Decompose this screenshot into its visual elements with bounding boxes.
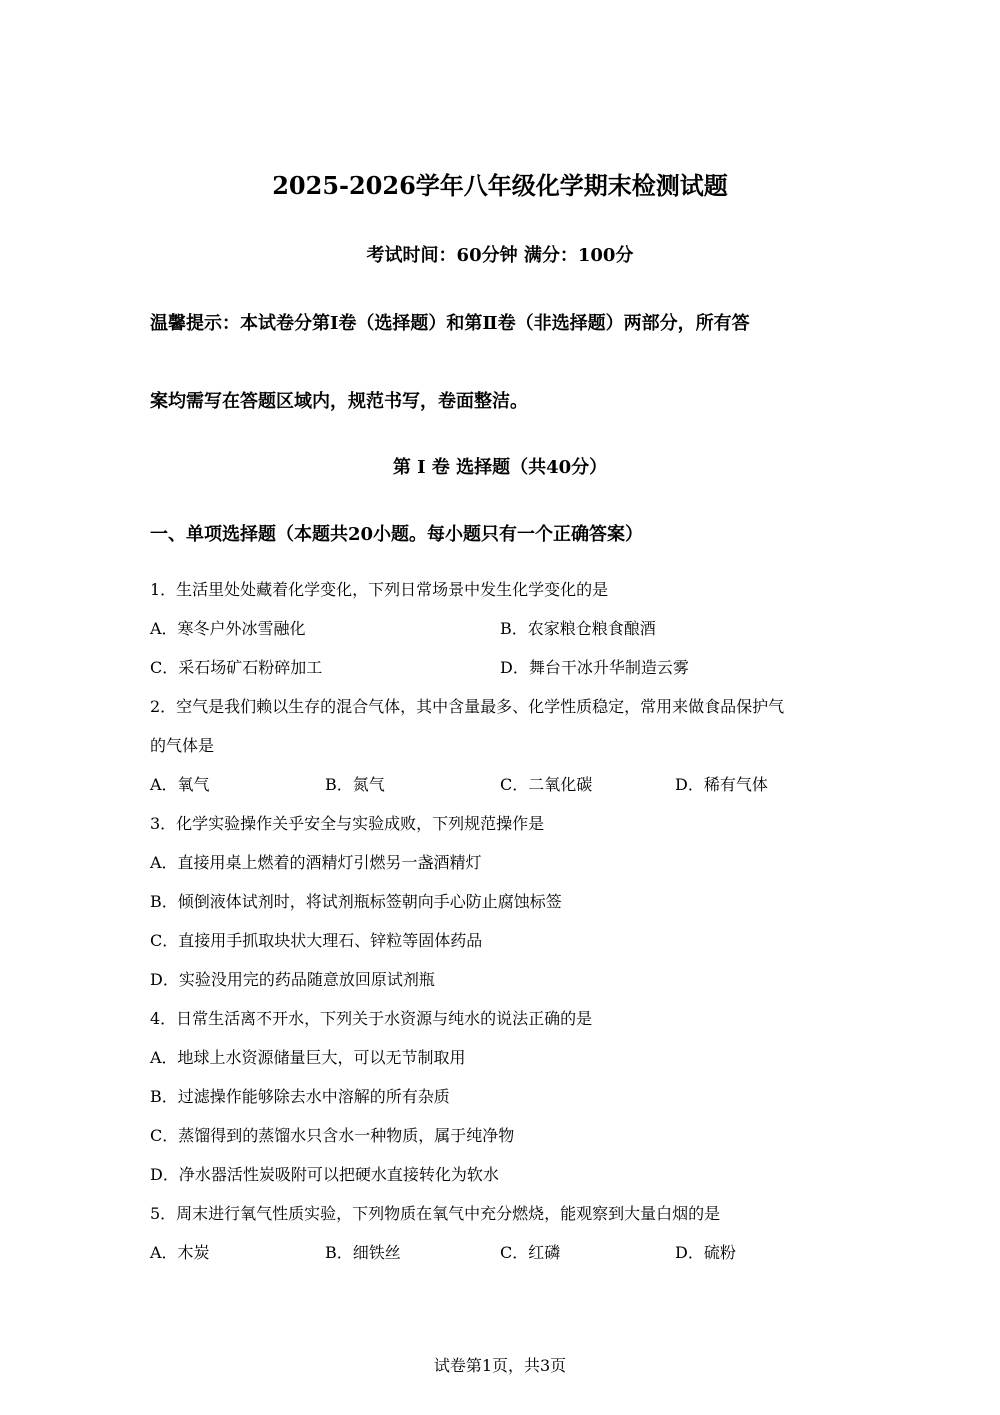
question-5-stem: 5．周末进行氧气性质实验，下列物质在氧气中充分燃烧，能观察到大量白烟的是 bbox=[150, 1204, 721, 1223]
question-1-option-b: B．农家粮仓粮食酿酒 bbox=[500, 619, 656, 638]
question-1-option-d: D．舞台干冰升华制造云雾 bbox=[500, 658, 689, 677]
question-5-option-a: A．木炭 bbox=[150, 1243, 210, 1262]
question-2-option-b: B．氮气 bbox=[325, 775, 385, 794]
question-1-option-c: C．采石场矿石粉碎加工 bbox=[150, 658, 323, 677]
question-4-option-a: A．地球上水资源储量巨大，可以无节制取用 bbox=[150, 1048, 466, 1067]
question-3-option-a: A．直接用桌上燃着的酒精灯引燃另一盏酒精灯 bbox=[150, 853, 482, 872]
question-1-option-a: A．寒冬户外冰雪融化 bbox=[150, 619, 306, 638]
question-4-option-c: C．蒸馏得到的蒸馏水只含水一种物质，属于纯净物 bbox=[150, 1126, 515, 1145]
question-2-stem-line-1: 2．空气是我们赖以生存的混合气体，其中含量最多、化学性质稳定，常用来做食品保护气 bbox=[150, 697, 785, 716]
page-footer: 试卷第1页，共3页 bbox=[433, 1356, 567, 1375]
question-2-stem-line-2: 的气体是 bbox=[150, 736, 215, 755]
question-4-option-b: B．过滤操作能够除去水中溶解的所有杂质 bbox=[150, 1087, 450, 1106]
question-4-option-d: D．净水器活性炭吸附可以把硬水直接转化为软水 bbox=[150, 1165, 499, 1184]
question-2-option-c: C．二氧化碳 bbox=[500, 775, 593, 794]
section-title: 第 Ⅰ 卷 选择题（共40分） bbox=[392, 457, 608, 478]
question-2-option-a: A．氧气 bbox=[150, 775, 210, 794]
tip-line-2: 案均需写在答题区域内，规范书写，卷面整洁。 bbox=[150, 391, 528, 412]
question-3-option-c: C．直接用手抓取块状大理石、锌粒等固体药品 bbox=[150, 931, 483, 950]
question-5-option-c: C．红磷 bbox=[500, 1243, 561, 1262]
question-1-stem: 1．生活里处处藏着化学变化，下列日常场景中发生化学变化的是 bbox=[150, 580, 609, 599]
exam-subtitle: 考试时间：60分钟 满分：100分 bbox=[366, 245, 634, 266]
question-3-option-b: B．倾倒液体试剂时，将试剂瓶标签朝向手心防止腐蚀标签 bbox=[150, 892, 562, 911]
question-3-option-d: D．实验没用完的药品随意放回原试剂瓶 bbox=[150, 970, 435, 989]
question-5-option-d: D．硫粉 bbox=[675, 1243, 736, 1262]
part-title: 一、单项选择题（本题共20小题。每小题只有一个正确答案） bbox=[150, 524, 644, 545]
question-2-option-d: D．稀有气体 bbox=[675, 775, 768, 794]
question-5-option-b: B．细铁丝 bbox=[325, 1243, 401, 1262]
exam-title: 2025-2026学年八年级化学期末检测试题 bbox=[272, 171, 728, 200]
question-4-stem: 4．日常生活离不开水，下列关于水资源与纯水的说法正确的是 bbox=[150, 1009, 593, 1028]
question-3-stem: 3．化学实验操作关乎安全与实验成败，下列规范操作是 bbox=[150, 814, 545, 833]
tip-line-1: 温馨提示：本试卷分第Ⅰ卷（选择题）和第Ⅱ卷（非选择题）两部分，所有答 bbox=[150, 313, 750, 334]
